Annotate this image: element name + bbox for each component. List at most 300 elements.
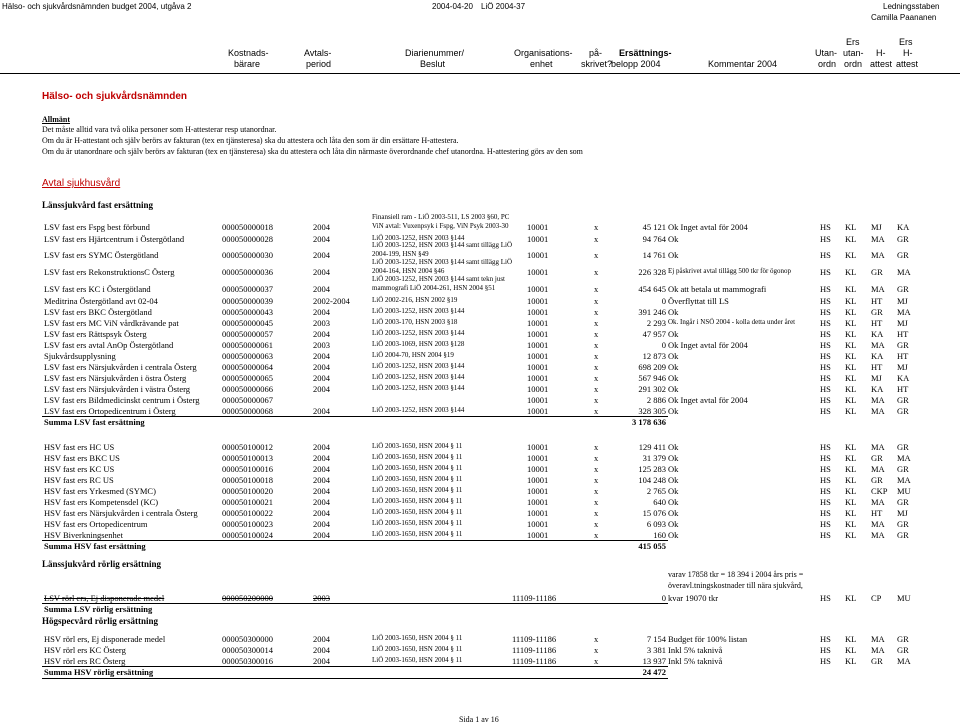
row-attest-1: HS xyxy=(820,351,831,361)
col-avtalsperiod-1: Avtals- xyxy=(304,48,332,58)
s4-heading: Högspecvård rörlig ersättning xyxy=(42,616,158,626)
row-attest-1: HS xyxy=(820,464,831,474)
row-name: HSV fast ers Kompetensdel (KC) xyxy=(44,497,159,507)
sum-divider xyxy=(42,678,668,679)
row-attest-2: KL xyxy=(845,593,857,603)
row-org: 10001 xyxy=(527,329,549,339)
row-attest-3: MA xyxy=(871,497,885,507)
row-amount: 328 305 xyxy=(638,406,666,416)
row-period: 2004 xyxy=(313,464,330,474)
row-attest-1: HS xyxy=(820,497,831,507)
row-amount: 567 946 xyxy=(638,373,666,383)
row-diarienummer: 000050000043 xyxy=(222,307,273,317)
row-beslut: LiÖ 2003-1252, HSN 2003 §144 xyxy=(372,307,465,315)
row-attest-2: KL xyxy=(845,267,857,277)
row-attest-4: MA xyxy=(897,656,911,666)
table-row xyxy=(0,213,960,233)
row-name: LSV fast ers Ortopedicentrum i Österg xyxy=(44,406,176,416)
row-name: LSV fast ers Närsjukvården i västra Österg xyxy=(44,384,191,394)
row-org: 10001 xyxy=(527,530,549,540)
row-attest-1: HS xyxy=(820,645,831,655)
col-kostnadsbarare-1: Kostnads- xyxy=(228,48,269,58)
row-attest-4: GR xyxy=(897,497,909,507)
row-attest-3: GR xyxy=(871,656,883,666)
row-org: 10001 xyxy=(527,384,549,394)
row-paskrivet: x xyxy=(594,329,599,339)
row-amount: 2 293 xyxy=(646,318,666,328)
general-line-2: Om du är H-attestant och själv berörs av fakturan (tex en tjänsteresa) ska du attestera och låta den som är din ersättare H-attestera. xyxy=(42,136,459,145)
row-attest-4: KA xyxy=(897,373,910,383)
general-line-1: Det måste alltid vara två olika personer som H-attesterar resp utanordnar. xyxy=(42,125,277,134)
row-beslut: LiÖ 2003-1650, HSN 2004 § 11 xyxy=(372,453,463,461)
row-comment: Inkl 5% taknivå xyxy=(668,656,723,666)
col-hattest-1: H- xyxy=(876,48,886,58)
row-name: Meditrina Östergötland avt 02-04 xyxy=(44,296,158,306)
row-amount: 45 121 xyxy=(642,222,666,232)
sum-label: Summa LSV fast ersättning xyxy=(44,417,145,427)
row-attest-2: KL xyxy=(845,318,857,328)
row-attest-3: MA xyxy=(871,234,885,244)
row-attest-4: GR xyxy=(897,284,909,294)
sum-value: 24 472 xyxy=(642,667,666,677)
row-attest-1: HS xyxy=(820,296,831,306)
row-org: 10001 xyxy=(527,519,549,529)
row-paskrivet: x xyxy=(594,296,599,306)
row-attest-3: KA xyxy=(871,351,884,361)
table-row xyxy=(0,464,960,475)
table-row xyxy=(0,497,960,508)
row-beslut: LiÖ 2003-1252, HSN 2003 §144 xyxy=(372,384,465,392)
row-period: 2002-2004 xyxy=(313,296,350,306)
col-avtalsperiod-2: period xyxy=(306,59,332,69)
row-beslut: LiÖ 2003-1650, HSN 2004 § 11 xyxy=(372,442,463,450)
row-diarienummer: 000050000028 xyxy=(222,234,273,244)
row-name: HSV rörl ers KC Österg xyxy=(44,645,126,655)
row-attest-4: GR xyxy=(897,406,909,416)
row-attest-2: KL xyxy=(845,453,857,463)
row-attest-1: HS xyxy=(820,442,831,452)
row-paskrivet: x xyxy=(594,340,599,350)
row-attest-4: GR xyxy=(897,395,909,405)
row-comment: Överflyttat till LS xyxy=(668,296,729,306)
s1-heading: Länssjukvård fast ersättning xyxy=(42,200,154,210)
row-beslut: LiÖ 2003-1252, HSN 2003 §144 samt tillägg LiÖ xyxy=(372,241,512,249)
row-attest-4: GR xyxy=(897,464,909,474)
row-org: 10001 xyxy=(527,340,549,350)
row-comment: Ok xyxy=(668,329,679,339)
sum-row xyxy=(0,667,960,678)
row-paskrivet: x xyxy=(594,497,599,507)
row-comment: Budget för 100% listan xyxy=(668,634,748,644)
row-attest-2: KL xyxy=(845,486,857,496)
row-diarienummer: 000050100021 xyxy=(222,497,273,507)
row-attest-2: KL xyxy=(845,442,857,452)
row-diarienummer: 000050000064 xyxy=(222,362,273,372)
row-attest-2: KL xyxy=(845,373,857,383)
row-attest-4: GR xyxy=(897,530,909,540)
row-amount: 47 957 xyxy=(642,329,666,339)
sum-label: Summa HSV fast ersättning xyxy=(44,541,146,551)
row-beslut: Finansiell ram - LiÖ 2003-511, LS 2003 §60, PC xyxy=(372,213,510,221)
row-attest-4: GR xyxy=(897,234,909,244)
row-attest-4: GR xyxy=(897,340,909,350)
row-attest-4: MA xyxy=(897,475,911,485)
row-paskrivet: x xyxy=(594,442,599,452)
table-row xyxy=(0,318,960,329)
row-attest-1: HS xyxy=(820,222,831,232)
row-amount: 31 379 xyxy=(642,453,666,463)
row-diarienummer: 000050100023 xyxy=(222,519,273,529)
row-org: 10001 xyxy=(527,296,549,306)
row-attest-2: KL xyxy=(845,656,857,666)
row-attest-3: MA xyxy=(871,284,885,294)
col-ersutanordn-1: utan- xyxy=(843,48,864,58)
row-comment: Ok xyxy=(668,250,679,260)
row-diarienummer: 000050100016 xyxy=(222,464,273,474)
row-amount: 129 411 xyxy=(638,442,666,452)
header-divider xyxy=(0,73,960,74)
row-attest-2: KL xyxy=(845,284,857,294)
row-name: LSV fast ers Hjärtcentrum i Östergötland xyxy=(44,234,185,244)
row-beslut: LiÖ 2003-170, HSN 2003 §18 xyxy=(372,318,458,326)
row-attest-2: KL xyxy=(845,340,857,350)
row-period: 2004 xyxy=(313,222,330,232)
row-paskrivet: x xyxy=(594,395,599,405)
row-diarienummer: 000050000066 xyxy=(222,384,273,394)
row-name: HSV rörl ers, Ej disponerade medel xyxy=(44,634,166,644)
row-beslut: LiÖ 2003-1252, HSN 2003 §144 xyxy=(372,329,465,337)
row-attest-4: GR xyxy=(897,645,909,655)
row-diarienummer: 000050000030 xyxy=(222,250,273,260)
row-comment: Ok xyxy=(668,362,679,372)
row-attest-3: MA xyxy=(871,442,885,452)
row-period: 2004 xyxy=(313,307,330,317)
row-attest-1: HS xyxy=(820,508,831,518)
row-org: 10001 xyxy=(527,373,549,383)
row-name: LSV fast ers SYMC Östergötland xyxy=(44,250,159,260)
row-paskrivet: x xyxy=(594,284,599,294)
row-comment: Ok. Ingår i NSÖ 2004 - kolla detta under året xyxy=(668,318,796,326)
row-name: LSV fast ers Bildmedicinskt centrum i Österg xyxy=(44,395,200,405)
row-attest-2: KL xyxy=(845,384,857,394)
row-paskrivet: x xyxy=(594,464,599,474)
row-attest-1: HS xyxy=(820,307,831,317)
row-paskrivet: x xyxy=(594,318,599,328)
row-beslut: LiÖ 2004-70, HSN 2004 §19 xyxy=(372,351,454,359)
row-amount: 291 302 xyxy=(638,384,666,394)
row-amount: 3 381 xyxy=(646,645,666,655)
row-org: 10001 xyxy=(527,250,549,260)
row-name: LSV fast ers RekonstruktionsC Österg xyxy=(44,267,175,277)
col-organisationsenhet-2: enhet xyxy=(530,59,553,69)
col-paskrivet-2: skrivet? xyxy=(581,59,613,69)
row-name: HSV fast ers KC US xyxy=(44,464,115,474)
row-diarienummer: 000050000039 xyxy=(222,296,273,306)
row-diarienummer: 000050100013 xyxy=(222,453,273,463)
s3-heading: Länssjukvård rörlig ersättning xyxy=(42,559,162,569)
row-amount: 160 xyxy=(653,530,666,540)
col-paskrivet-1: på- xyxy=(589,48,603,58)
row-paskrivet: x xyxy=(594,634,599,644)
row-amount: 7 154 xyxy=(646,634,666,644)
row-attest-3: MA xyxy=(871,530,885,540)
row-comment: Ok xyxy=(668,373,679,383)
row-attest-2: KL xyxy=(845,530,857,540)
row-beslut: LiÖ 2003-1650, HSN 2004 § 11 xyxy=(372,634,463,642)
row-attest-4: HT xyxy=(897,384,909,394)
row-diarienummer: 000050000065 xyxy=(222,373,273,383)
row-amount: 698 209 xyxy=(638,362,666,372)
row-comment: Ok xyxy=(668,519,679,529)
row-attest-1: HS xyxy=(820,250,831,260)
col-diarienummer-1: Diarienummer/ xyxy=(405,48,465,58)
col-organisationsenhet-1: Organisations- xyxy=(514,48,573,58)
sum-divider xyxy=(42,603,668,604)
row-diarienummer: 000050100018 xyxy=(222,475,273,485)
row-org: 11109-11186 xyxy=(512,645,557,655)
row-diarienummer: 000050300014 xyxy=(222,645,273,655)
row-attest-3: MJ xyxy=(871,222,882,232)
row-attest-1: HS xyxy=(820,362,831,372)
s3-note-1: varav 17858 tkr = 18 394 i 2004 års pris = xyxy=(668,570,804,579)
row-org: 10001 xyxy=(527,442,549,452)
row-org: 11109-11186 xyxy=(512,634,557,644)
general-line-3: Om du är utanordnare och själv berörs av fakturan (tex en tjänsteresa) ska du attestera och låta din närmaste överordnande chef utanordna. H-attestering görs av den som xyxy=(42,147,583,156)
row-org: 10001 xyxy=(527,464,549,474)
sum-label: Summa LSV rörlig ersättning xyxy=(44,604,153,614)
row-amount: 2 765 xyxy=(646,486,666,496)
row-attest-1: HS xyxy=(820,329,831,339)
row-attest-2: KL xyxy=(845,250,857,260)
row-name: Sjukvårdsupplysning xyxy=(44,351,116,361)
row-attest-4: MJ xyxy=(897,296,908,306)
row-org: 10001 xyxy=(527,234,549,244)
row-diarienummer: 000050000045 xyxy=(222,318,273,328)
row-attest-3: MA xyxy=(871,645,885,655)
col-kostnadsbarare-2: bärare xyxy=(234,59,261,69)
sum-label: Summa HSV rörlig ersättning xyxy=(44,667,154,677)
table-row xyxy=(0,340,960,351)
row-amount: 0 xyxy=(661,593,666,603)
table-row xyxy=(0,275,960,295)
row-attest-1: HS xyxy=(820,234,831,244)
row-comment: Ok Inget avtal för 2004 xyxy=(668,340,748,350)
row-org: 10001 xyxy=(527,508,549,518)
row-attest-4: MJ xyxy=(897,318,908,328)
row-comment: Ok Inget avtal för 2004 xyxy=(668,222,748,232)
row-attest-3: HT xyxy=(871,318,883,328)
row-beslut-2: ViN avtal: Vuxenpsyk i Fspg, ViN Psyk 2003-30 xyxy=(372,222,509,230)
row-comment: Ej påskrivet avtal tillägg 500 tkr för ögonop xyxy=(668,267,792,275)
row-diarienummer: 000050000036 xyxy=(222,267,273,277)
row-name: LSV fast ers Närsjukvården i östra Österg xyxy=(44,373,187,383)
row-amount: 0 xyxy=(661,340,666,350)
row-comment: Ok xyxy=(668,508,679,518)
row-attest-2: KL xyxy=(845,406,857,416)
row-name: LSV rörl ers, Ej disponerade medel xyxy=(44,593,165,603)
row-attest-3: KA xyxy=(871,384,884,394)
row-paskrivet: x xyxy=(594,250,599,260)
row-attest-3: MA xyxy=(871,464,885,474)
row-attest-1: HS xyxy=(820,384,831,394)
row-attest-2: KL xyxy=(845,519,857,529)
row-comment: Ok xyxy=(668,486,679,496)
row-beslut: LiÖ 2003-1650, HSN 2004 § 11 xyxy=(372,530,463,538)
row-attest-4: KA xyxy=(897,222,910,232)
row-attest-2: KL xyxy=(845,508,857,518)
col-ersattningsbelopp-1: Ersättnings- xyxy=(619,48,672,58)
row-period: 2004 xyxy=(313,497,330,507)
col-ershattest-2: attest xyxy=(896,59,919,69)
row-attest-4: GR xyxy=(897,519,909,529)
row-attest-2: KL xyxy=(845,351,857,361)
sum-row xyxy=(0,604,960,615)
row-org: 11109-11186 xyxy=(512,593,557,603)
row-period: 2004 xyxy=(313,329,330,339)
row-name: HSV fast ers Yrkesmed (SYMC) xyxy=(44,486,156,496)
row-diarienummer: 000050100022 xyxy=(222,508,273,518)
row-period: 2004 xyxy=(313,284,330,294)
row-period: 2004 xyxy=(313,250,330,260)
row-amount: 2 886 xyxy=(646,395,666,405)
row-amount: 454 645 xyxy=(638,284,666,294)
col-hattest-2: attest xyxy=(870,59,893,69)
row-name: HSV fast ers RC US xyxy=(44,475,114,485)
row-attest-4: GR xyxy=(897,634,909,644)
row-name: LSV fast ers BKC Östergötland xyxy=(44,307,152,317)
table-row xyxy=(0,475,960,486)
table-row xyxy=(0,453,960,464)
row-org: 10001 xyxy=(527,222,549,232)
row-paskrivet: x xyxy=(594,406,599,416)
row-attest-2: KL xyxy=(845,329,857,339)
row-comment: kvar 19070 tkr xyxy=(668,593,719,603)
row-attest-3: HT xyxy=(871,296,883,306)
table-row xyxy=(0,395,960,406)
row-paskrivet: x xyxy=(594,267,599,277)
row-attest-1: HS xyxy=(820,519,831,529)
row-diarienummer: 000050000037 xyxy=(222,284,273,294)
row-diarienummer: 000050100020 xyxy=(222,486,273,496)
row-period: 2004 xyxy=(313,406,330,416)
sum-value: 415 055 xyxy=(638,541,666,551)
row-name: HSV Biverkningsenhet xyxy=(44,530,123,540)
row-beslut: LiÖ 2003-1252, HSN 2003 §144 xyxy=(372,406,465,414)
table-row xyxy=(0,351,960,362)
sum-divider xyxy=(42,666,668,667)
row-comment: Inkl 5% taknivå xyxy=(668,645,723,655)
row-attest-3: CKP xyxy=(871,486,888,496)
col-diarienummer-2: Beslut xyxy=(420,59,446,69)
row-beslut-2: mammografi LiÖ 2004-261, HSN 2004 §51 xyxy=(372,284,496,292)
row-attest-1: HS xyxy=(820,373,831,383)
row-attest-3: GR xyxy=(871,307,883,317)
row-name: HSV rörl ers RC Österg xyxy=(44,656,126,666)
row-beslut: LiÖ 2003-1252, HSN 2003 §144 xyxy=(372,373,465,381)
row-org: 11109-11186 xyxy=(512,656,557,666)
row-attest-4: GR xyxy=(897,250,909,260)
row-period: 2003 xyxy=(313,593,330,603)
row-attest-3: MJ xyxy=(871,373,882,383)
table-row xyxy=(0,362,960,373)
row-amount: 15 076 xyxy=(642,508,666,518)
row-attest-4: MA xyxy=(897,307,911,317)
row-amount: 14 761 xyxy=(642,250,666,260)
row-attest-1: HS xyxy=(820,530,831,540)
document-reference: LiÖ 2004-37 xyxy=(481,2,526,11)
row-org: 10001 xyxy=(527,307,549,317)
row-attest-2: KL xyxy=(845,475,857,485)
col-ersutanordn-2: ordn xyxy=(844,59,863,69)
row-beslut: LiÖ 2003-1650, HSN 2004 § 11 xyxy=(372,497,463,505)
row-name: LSV fast ers avtal AnOp Östergötland xyxy=(44,340,174,350)
table-row xyxy=(0,307,960,318)
row-paskrivet: x xyxy=(594,475,599,485)
row-beslut: LiÖ 2003-1252, HSN 2003 §144 samt tillägg LiÖ xyxy=(372,258,512,266)
row-org: 10001 xyxy=(527,318,549,328)
row-paskrivet: x xyxy=(594,307,599,317)
row-beslut: LiÖ 2003-1650, HSN 2004 § 11 xyxy=(372,656,463,664)
row-org: 10001 xyxy=(527,362,549,372)
row-attest-1: HS xyxy=(820,318,831,328)
row-beslut: LiÖ 2002-216, HSN 2002 §19 xyxy=(372,296,458,304)
row-comment: Ok xyxy=(668,384,679,394)
row-comment: Ok xyxy=(668,497,679,507)
row-attest-1: HS xyxy=(820,634,831,644)
sum-row xyxy=(0,541,960,552)
row-attest-3: MA xyxy=(871,634,885,644)
row-diarienummer: 000050100012 xyxy=(222,442,273,452)
row-attest-3: MA xyxy=(871,340,885,350)
row-attest-2: KL xyxy=(845,464,857,474)
row-attest-4: MA xyxy=(897,267,911,277)
row-attest-3: MA xyxy=(871,395,885,405)
row-name: LSV fast ers Rättspsyk Österg xyxy=(44,329,147,339)
row-paskrivet: x xyxy=(594,234,599,244)
row-comment: Ok att betala ut mammografi xyxy=(668,284,767,294)
table-row xyxy=(0,508,960,519)
row-attest-4: MA xyxy=(897,453,911,463)
row-diarienummer: 000050300016 xyxy=(222,656,273,666)
row-attest-2: KL xyxy=(845,362,857,372)
row-diarienummer: 000050000067 xyxy=(222,395,273,405)
row-period: 2004 xyxy=(313,519,330,529)
row-diarienummer: 000050100024 xyxy=(222,530,273,540)
row-paskrivet: x xyxy=(594,384,599,394)
row-org: 10001 xyxy=(527,497,549,507)
row-attest-4: MJ xyxy=(897,508,908,518)
row-diarienummer: 000050300000 xyxy=(222,634,273,644)
row-paskrivet: x xyxy=(594,486,599,496)
row-attest-2: KL xyxy=(845,296,857,306)
row-period: 2004 xyxy=(313,656,330,666)
table-row xyxy=(0,519,960,530)
row-beslut: LiÖ 2003-1650, HSN 2004 § 11 xyxy=(372,464,463,472)
table-row xyxy=(0,634,960,645)
table-row xyxy=(0,296,960,307)
row-paskrivet: x xyxy=(594,453,599,463)
row-paskrivet: x xyxy=(594,645,599,655)
row-attest-2: KL xyxy=(845,234,857,244)
row-attest-1: HS xyxy=(820,656,831,666)
row-comment: Ok xyxy=(668,406,679,416)
row-amount: 6 093 xyxy=(646,519,666,529)
row-name: LSV fast ers KC i Östergötland xyxy=(44,284,151,294)
row-period: 2004 xyxy=(313,453,330,463)
col-kommentar: Kommentar 2004 xyxy=(708,59,778,69)
row-attest-2: KL xyxy=(845,645,857,655)
table-row xyxy=(0,442,960,453)
